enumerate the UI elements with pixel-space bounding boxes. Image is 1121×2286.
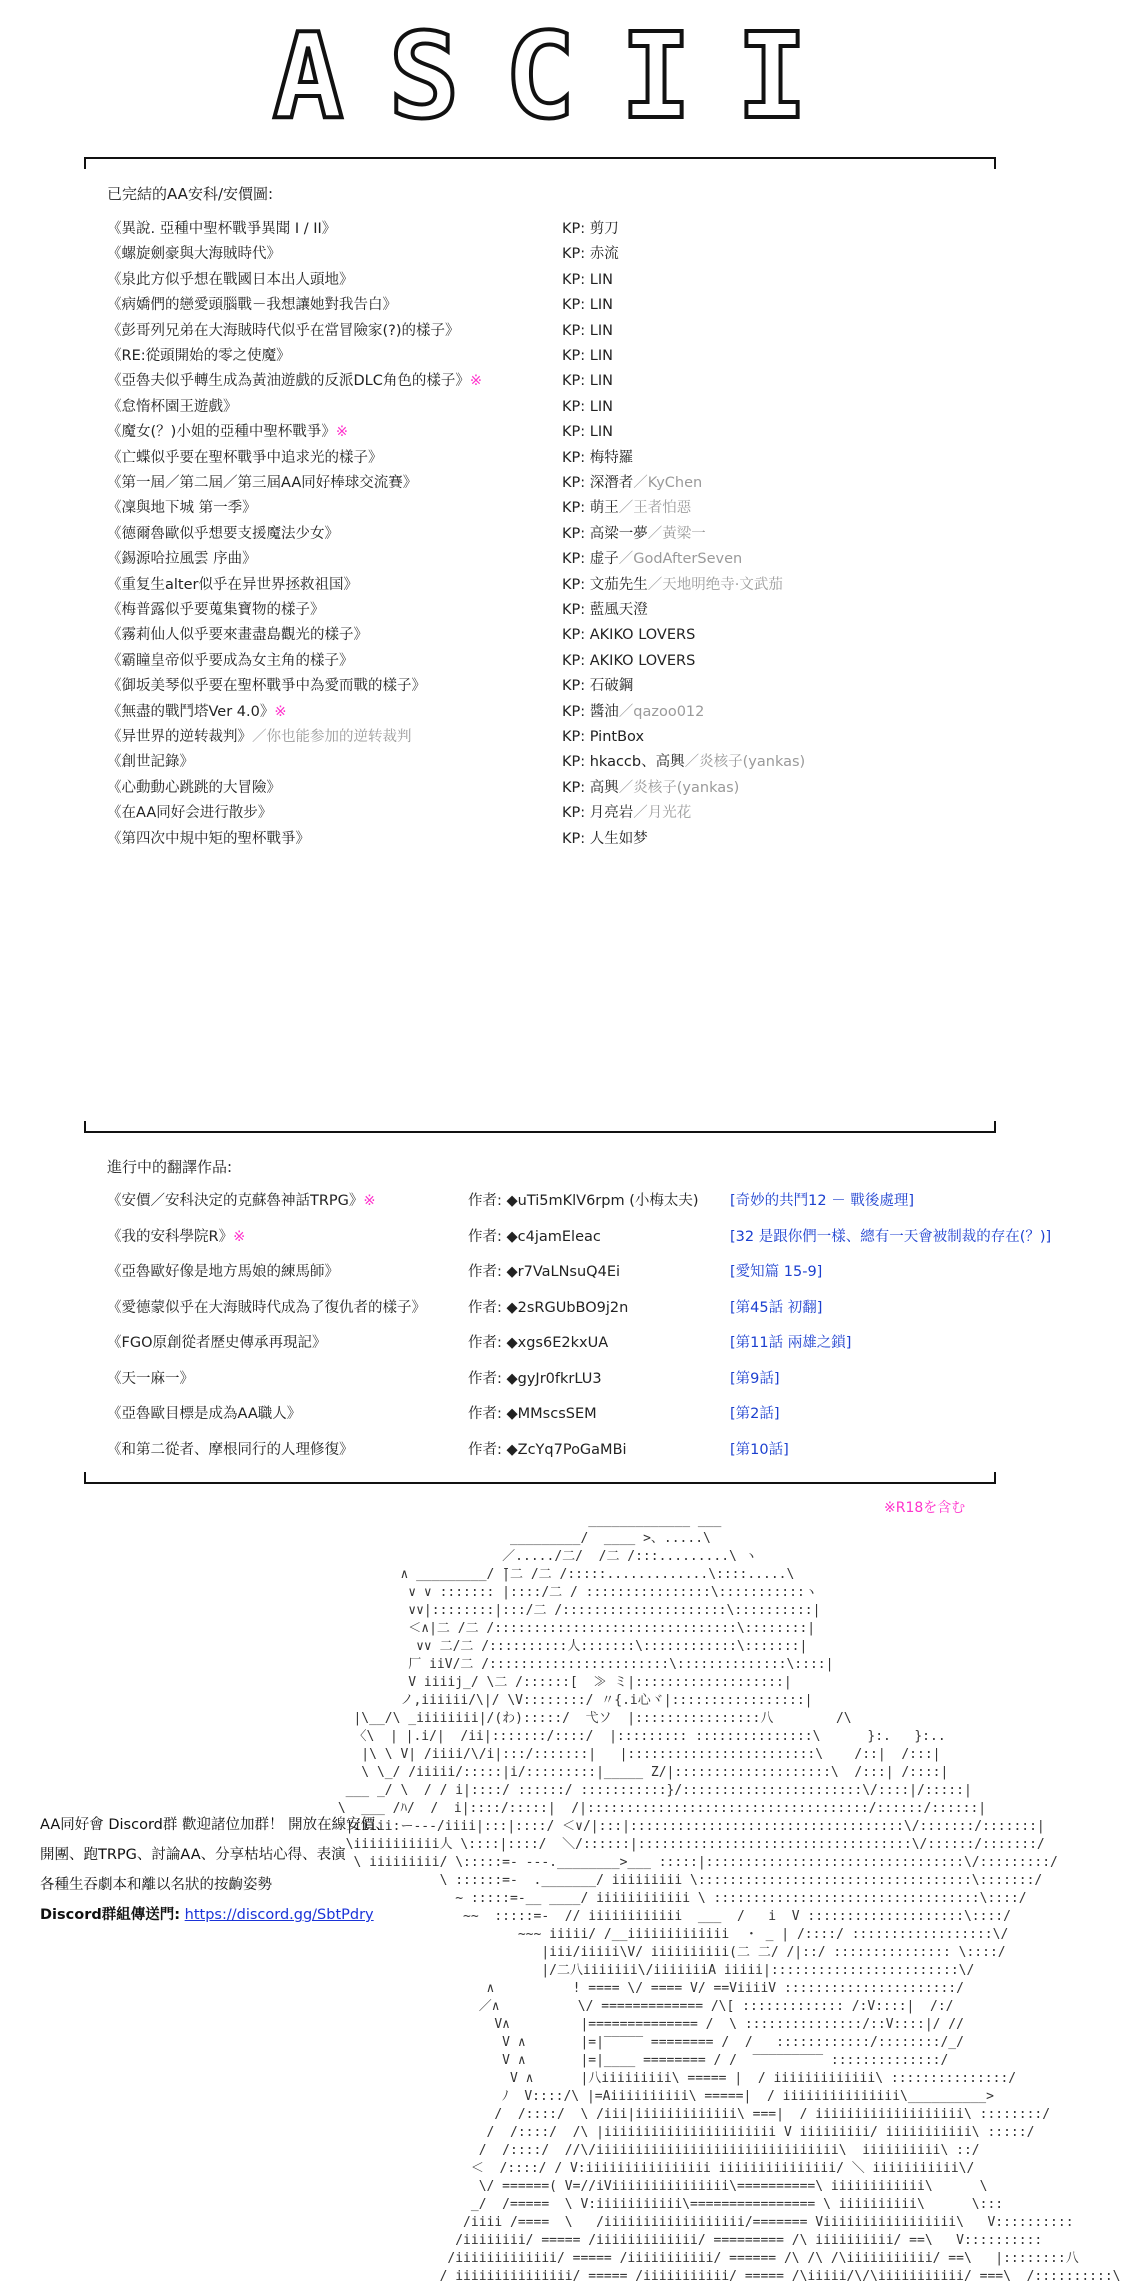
work-title[interactable] [107,1439,354,1461]
work-title-text: 《天一麻一》 [107,1370,194,1387]
kp-alias: ／KyChen [633,475,703,491]
work-title-text: 《錫源哈拉風雲 序曲》 [107,551,257,568]
work-title[interactable] [107,599,325,621]
portal-label: Discord群組傳送門: [40,1907,181,1923]
work-title[interactable] [107,497,257,519]
work-title[interactable] [107,548,257,570]
r18-mark: ※ [363,1193,376,1209]
kp-name [562,802,691,824]
work-title-text: 《在AA同好会进行散步》 [107,805,273,822]
work-title[interactable] [107,396,238,418]
work-title-text: 《泉此方似乎想在戰國日本出人頭地》 [107,271,354,288]
work-title-text: 《心動動心跳跳的大冒險》 [107,779,281,796]
work-title[interactable] [107,243,281,265]
kp-text: KP: PintBox [562,729,645,745]
kp-name [562,701,704,723]
kp-text: KP: 月亮岩 [562,805,634,822]
ascii-art-illustration: _____________ ___ _________/ ____ >、.....\ ／...../二/ /二 /:::.........\ ヽ ∧ _________/ ̄|二 /二 /:::::.............\::::.....\ ∨ ∨ ::::::: |::::/二 / ::::::::::::::::\:::::::::::ヽ ∨∨|::::::::|:::/二 /:::::::::::::::::::::\::::::::::| ＜∧|二 /二 /:::::::::::::::::::::::::::::::\::::::::| ∨∨ 二/二 /::::::::::人:::::::\::::::::::::\:::::::| 厂 iiV/二 /:::::::::::::::::::::::\::::::::::::::\::::| V iiiij_/ \二 /::::::[ ≫ ミ|:::::::::::::::::::| ノ,iiiiii/\|/ \V::::::::/ 〃{.i心ヾ|:::::::::::::::::| |\__/\ _iiiiiiii|/(わ):::::/ 弋ソ |::::::::::::::::八 /\ 〈\ | |.i/| /ii|:::::::/::::/ |::::::::: :::::::::::::::\ }:. }:.. |\ \ V| /iiii/\/i|:::/:::::::| |::::::::::::::::::::::::\ /::| /:::| \ \_/ /iiiii/:::::|i/:::::::::|_____ Z/|::::::::::::::::::::\ /:::| /::::| ___ _/ \ / / i|::::/ ::::::/ :::::::::::}/:::::::::::::::::::::::\/::::|/:::::| \ ___ /ﾊ/ / i|::::/:::::| /|::::::::::::::::::::::::::::::::::::/::::::/::::::| |iiiii:ー---/iiii|:::|::::/ ＜∨/|:::|:::::::::::::::::::::::::::::::::::\/:::::::/:::::::| \iiiiiiiiiii人 \::::|::::/ ＼/::::::|:::::::::::::::::::::::::::::::::::\/::::::/:::::::/ \ iiiiiiiii/ \:::::=- ---.________>___ :::::|:::::::::::::::::::::::::::::::::\/:::::::::/ \ ::::::=- ._______/ iiiiiiiii \:::::::::::::::::::::::::::::::::::\:::::::/ ~ :::::=-__ ____/ iiiiiiiiiiii \ ::::::::::::::::::::::::::::::::::\::::/ ~~ :::::=- // iiiiiiiiiiii ___ / i V ::::::::::::::::::::\::::/ ~~~ iiiii/ /__iiiiiiiiiiiii ・ _ | /::::/ ::::::::::::::::::\/ |iii/iiiii\V/ iiiiiiiiii(二 二/ /|::/ ::::::::::::::: \::::/ |/二八iiiiiii\/iiiiiiiA iiiii|::::::::::::::::::::::::\/ ∧ ! ==== \/ ==== V/ ==ViiiiV ::::::::::::::::::::::/ ／∧ \/ ============= /\[ ::::::::::::: /:V::::| /:/ V∧ |============== / \ :::::::::::::::/::V::::|/ // V ∧ |=|‾‾‾‾‾ ======== / / ::::::::::::/::::::::/_/ V ∧ |=|____ ======== / / ‾‾‾‾‾‾‾‾‾ ::::::::::::::/ V ∧ |八iiiiiiiii\ ===== | / iiiiiiiiiiiii\ :::::::::::::::/ ﾉ V::::/\ |=Aiiiiiiiiii\ =====| / iiiiiiiiiiiiiii\__________> / /::::/ \ /iii|iiiiiiiiiiiii\ ===| / iiiiiiiiiiiiiiiiiii\ ::::::::/ / /::::/ /\ |iiiiiiiiiiiiiiiiiiiiii V iiiiiiiii/ iiiiiiiiiii\ :::::/ / /::::/ //\/iiiiiiiiiiiiiiiiiiiiiiiiiiiiiii\ iiiiiiiiii\ ::/ ＜ /::::/ / V:iiiiiiiiiiiiiiii iiiiiiiiiiiiiii/ ＼ iiiiiiiiiii\/ \/ ======( V=//iViiiiiiiiiiiiiii\==========\ iiiiiiiiiiii\ \ _/ /===== \ V:iiiiiiiiiii\================ \ iiiiiiiiii\ \::: /iiii /==== \ /iiiiiiiiiiiiiiiiii/======= Viiiiiiiiiiiiiiiii\ V:::::::::: /iiiiiiii/ ===== /iiiiiiiiiiiii/ ========= /\ iiiiiiiiii/ ==\ V:::::::::: /iiiiiiiiiiiii/ ===== /iiiiiiiiiii/ ====== /\ /\ /\iiiiiiiiiii/ ==\ |::::::::八 / iiiiiiiiiiiiiii/ ===== /iiiiiiiiiii/ ===== /\iiiii/\/\iiiiiiiiiii/ ===\ /::::::::::\ [337,1513,1121,2284]
kp-name [562,777,739,799]
kp-text: KP: AKIKO LOVERS [562,652,696,669]
work-title[interactable] [107,726,412,748]
chapter-link[interactable]: [奇妙的共鬥12 － 戰後處理] [730,1193,914,1209]
kp-name [562,675,633,697]
work-title-text: 《亞魯歐目標是成為AA職人》 [107,1406,302,1422]
work-title[interactable] [107,751,194,773]
logo-letter: C [504,7,576,145]
work-title[interactable] [107,294,397,316]
work-title-text: 《我的安科學院R》 [107,1228,234,1245]
kp-name [562,345,613,367]
work-title[interactable] [107,574,358,596]
kp-alias: ／炎核子(yankas) [684,754,806,771]
work-title[interactable] [107,777,281,799]
work-title-text: 《魔女(？)小姐的亞種中聖杯戰爭》 [107,424,336,441]
discord-link[interactable]: https://discord.gg/SbtPdry [184,1907,374,1923]
ad-line: 各種生吞劇本和離以名狀的按齣姿勢 [40,1877,272,1893]
logo-letter: S [388,7,460,145]
kp-text: KP: 醬油 [562,703,619,720]
author-name: 作者: ◆uTi5mKlV6rpm (小梅太夫) [468,1193,699,1209]
work-title[interactable] [107,650,354,672]
kp-name [562,599,648,621]
logo-letter: I [736,7,808,145]
kp-text: KP: LIN [562,424,613,441]
kp-alias: ／炎核子(yankas) [618,779,740,796]
kp-alias: ／GodAfterSeven [618,551,743,568]
kp-text: KP: 藍風天澄 [562,602,648,618]
author-name: 作者: ◆MMscsSEM [468,1406,597,1422]
kp-name [562,269,613,291]
kp-text: KP: 高興 [562,779,619,796]
author-name: 作者: ◆2sRGUbBO9j2n [468,1299,629,1316]
chapter-link[interactable]: [第2話] [730,1406,780,1422]
work-title-text: 《FGO原創從者歷史傳承再現記》 [107,1335,327,1351]
work-title-text: 《無盡的戰鬥塔Ver 4.0》 [107,703,275,720]
kp-text: KP: 赤流 [562,246,619,263]
kp-text: KP: 深潛者 [562,475,634,491]
kp-name [562,726,644,748]
kp-text: KP: 虚子 [562,551,619,568]
chapter-link[interactable]: [第10話] [730,1441,789,1458]
ongoing-section-title: 進行中的翻譯作品: [107,1158,233,1176]
work-title-text: 《亞魯歐好像是地方馬娘的練馬師》 [107,1264,339,1280]
work-title-text: 《怠惰杯園王遊戲》 [107,398,238,415]
kp-name [562,624,695,646]
author-name: 作者: ◆gyJr0fkrLU3 [468,1370,602,1387]
work-title-text: 《第一屆／第二屆／第三屆AA同好棒球交流賽》 [107,475,418,491]
kp-text: KP: 剪刀 [562,221,619,237]
chapter-link[interactable]: [愛知篇 15-9] [730,1264,823,1280]
divider-top [84,157,996,159]
kp-name [562,447,633,469]
work-title-text: 《亞魯夫似乎轉生成為黃油遊戲的反派DLC角色的樣子》 [107,373,470,390]
kp-text: KP: AKIKO LOVERS [562,627,696,644]
work-title-text: 《霸瞳皇帝似乎要成為女主角的樣子》 [107,652,354,669]
kp-name [562,497,691,519]
r18-mark: ※ [335,424,348,441]
chapter-link[interactable]: [第11話 兩雄之鎖] [730,1335,852,1351]
work-title[interactable] [107,675,426,697]
kp-alias: ／天地明绝寺·文武茄 [647,576,783,593]
work-title[interactable] [107,370,482,392]
kp-name [562,320,613,342]
ad-line: AA同好會 Discord群 歡迎諸位加群！ 開放在線安價、 [40,1817,390,1833]
work-title[interactable] [107,1226,245,1248]
kp-text: KP: 高梁一夢 [562,525,648,542]
work-title-text: 《RE:從頭開始的零之使魔》 [107,348,291,364]
work-title-text: 《螺旋劍豪與大海賊時代》 [107,246,281,263]
kp-name [562,472,702,494]
kp-text: KP: 石破鋼 [562,678,634,695]
kp-name [562,828,648,850]
work-title-text: 《安價／安科決定的克蘇魯神話TRPG》 [107,1193,364,1209]
kp-text: KP: LIN [562,373,613,390]
kp-name [562,370,613,392]
chapter-link[interactable]: [32 是跟你們一樣、總有一天會被制裁的存在(？)] [730,1228,1052,1245]
kp-alias: ／月光花 [633,805,692,822]
kp-text: KP: 萌王 [562,500,619,517]
work-title[interactable] [107,1332,327,1354]
work-title[interactable] [107,447,383,469]
kp-name [562,650,695,672]
work-title-text: 《和第二從者、摩根同行的人理修復》 [107,1441,354,1458]
divider-bottom [84,1482,996,1484]
work-title[interactable] [107,828,310,850]
work-title[interactable] [107,472,417,494]
kp-text: KP: 文茄先生 [562,576,648,593]
work-title[interactable] [107,1403,301,1425]
work-title[interactable] [107,320,460,342]
discord-portal [40,1900,390,1930]
kp-name [562,751,805,773]
divider-middle [84,1131,996,1133]
work-title[interactable] [107,1190,376,1212]
work-title[interactable] [107,1368,194,1390]
work-title-text: 《愛德蒙似乎在大海賊時代成為了復仇者的樣子》 [107,1299,426,1316]
chapter-link[interactable]: [第9話] [730,1370,780,1387]
logo-letter: A [272,7,344,145]
author-name: 作者: ◆r7VaLNsuQ4Ei [468,1264,621,1280]
kp-alias: ／王者怕惡 [618,500,692,517]
kp-alias: ／qazoo012 [618,703,705,720]
ad-line: 開團、跑TRPG、討論AA、分享枯坫心得、表演 [40,1847,346,1863]
work-title[interactable] [107,345,291,367]
discord-ad [40,1810,390,1930]
kp-name [562,574,783,596]
ascii-logo [0,7,1080,145]
work-title-text: 《德爾魯歐似乎想要支援魔法少女》 [107,525,339,542]
work-title[interactable] [107,1297,426,1319]
r18-mark: ※ [274,703,287,720]
work-title-text: 《亡蝶似乎要在聖杯戰爭中追求光的樣子》 [107,449,383,466]
work-title[interactable] [107,421,348,443]
work-title[interactable] [107,802,272,824]
work-title-text: 《御坂美琴似乎要在聖杯戰爭中為愛而戰的樣子》 [107,678,426,695]
kp-name [562,218,619,240]
author-name: 作者: ◆c4jamEleac [468,1228,601,1245]
kp-name [562,396,613,418]
work-title[interactable] [107,523,339,545]
kp-text: KP: LIN [562,398,613,415]
kp-name [562,548,742,570]
r18-mark: ※ [469,373,483,390]
work-title-text: 《第四次中規中矩的聖杯戰爭》 [107,830,310,847]
work-title-text: 《凜與地下城 第一季》 [107,500,257,517]
kp-text: KP: 梅特羅 [562,449,634,466]
kp-name [562,523,706,545]
kp-text: KP: LIN [562,271,613,288]
work-title-text: 《梅普露似乎要蒐集寶物的樣子》 [107,602,325,618]
work-title[interactable] [107,624,368,646]
kp-text: KP: LIN [562,348,613,364]
r18-note: ※R18を含む [884,1500,966,1516]
work-title-text: 《病嬌們的戀愛頭腦戰－我想讓她對我告白》 [107,297,397,314]
work-title-text: 《彭哥列兄弟在大海賊時代似乎在當冒險家(?)的樣子》 [107,322,460,339]
work-title[interactable] [107,269,354,291]
kp-alias: ／黃梁一 [647,525,706,542]
kp-text: KP: 人生如梦 [562,830,648,847]
kp-name [562,294,613,316]
author-name: 作者: ◆xgs6E2kxUA [468,1335,609,1351]
work-title-text: 《异世界的逆转裁判》 [107,729,252,745]
work-title-text: 《創世記錄》 [107,754,194,771]
logo-letter: I [620,7,692,145]
work-title-extra: ／你也能参加的逆转裁判 [252,729,412,745]
completed-section-title: 已完結的AA安科/安價圖: [107,185,274,203]
work-title[interactable] [107,1261,339,1283]
work-title[interactable] [107,218,336,240]
kp-name [562,243,619,265]
kp-text: KP: hkaccb、高興 [562,754,685,771]
author-name: 作者: ◆ZcYq7PoGaMBi [468,1441,627,1458]
r18-mark: ※ [233,1228,246,1245]
kp-text: KP: LIN [562,297,613,314]
work-title[interactable] [107,701,287,723]
work-title-text: 《異說. 亞種中聖杯戰爭異聞 I / II》 [107,221,337,237]
work-title-text: 《霧莉仙人似乎要來畫盡島觀光的樣子》 [107,627,368,644]
kp-text: KP: LIN [562,322,613,339]
chapter-link[interactable]: [第45話 初翻] [730,1299,823,1316]
work-title-text: 《重复生alter似乎在异世界拯救祖国》 [107,576,358,593]
kp-name [562,421,613,443]
